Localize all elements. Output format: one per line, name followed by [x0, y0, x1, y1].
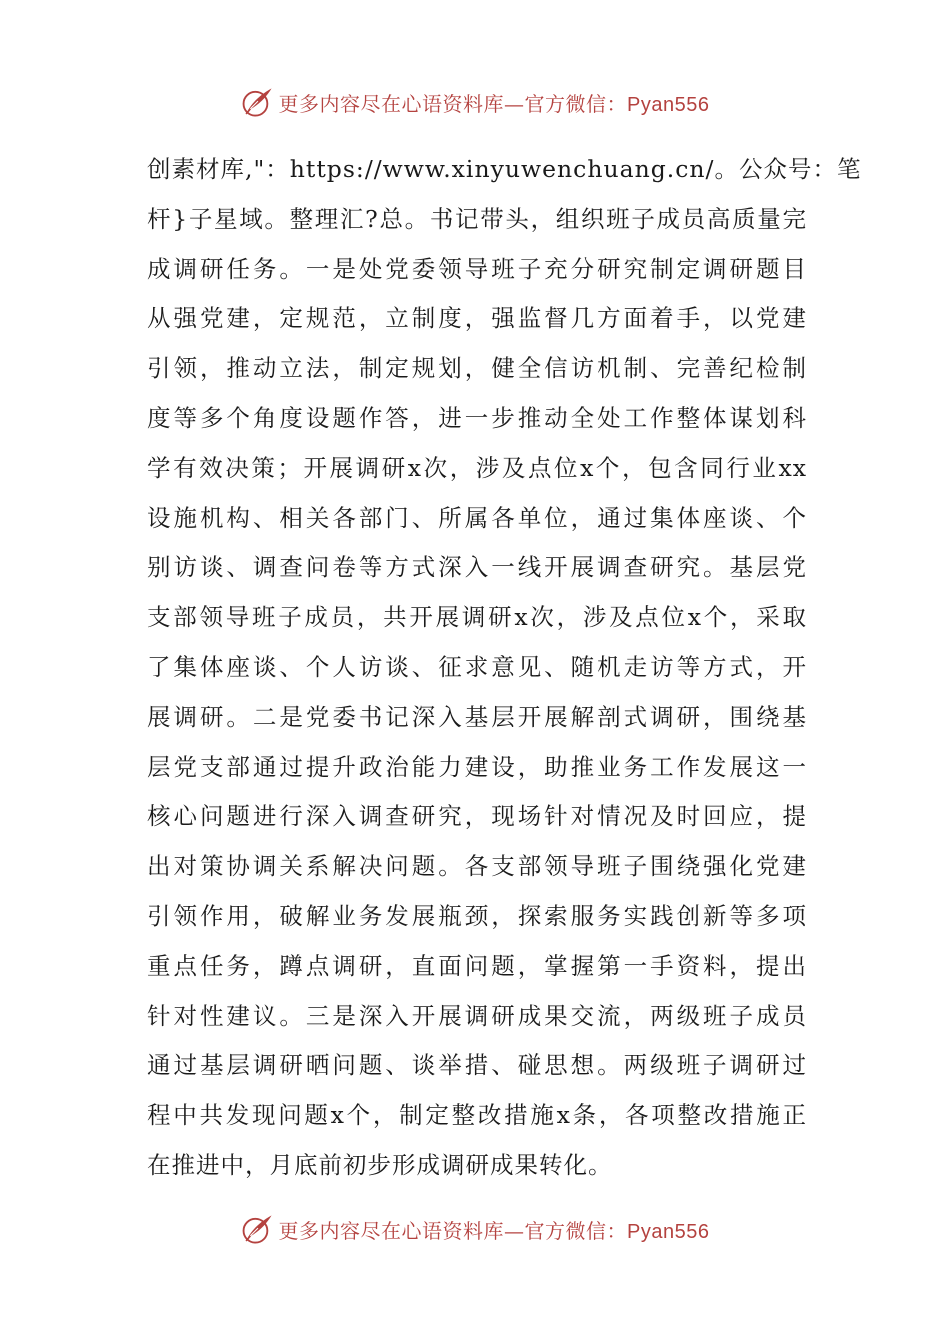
header-wechat-id: Pyan556 — [627, 93, 710, 116]
paragraph-line: 重点任务，蹲点调研，直面问题，掌握第一手资料，提出 — [147, 951, 807, 980]
document-body — [147, 145, 862, 1191]
paragraph-line: 从强党建，定规范，立制度，强监督几方面着手，以党建 — [147, 304, 807, 333]
paragraph-line: 创素材库,"：https://www.xinyuwenchuang.cn/。公众号：笔 — [147, 155, 862, 183]
paragraph-line: 核心问题进行深入调查研究，现场针对情况及时回应，提 — [147, 802, 807, 831]
header-banner — [0, 82, 950, 122]
paragraph-line: 程中共发现问题x个，制定整改措施x条，各项整改措施正 — [147, 1101, 807, 1130]
quill-pen-logo-icon — [241, 1212, 275, 1246]
paragraph-line: 针对性建议。三是深入开展调研成果交流，两级班子成员 — [147, 1001, 807, 1030]
paragraph-line: 层党支部通过提升政治能力建设，助推业务工作发展这一 — [147, 752, 807, 781]
paragraph-line: 学有效决策；开展调研x次，涉及点位x个，包含同行业xx — [147, 453, 807, 482]
paragraph-line: 别访谈、调查问卷等方式深入一线开展调查研究。基层党 — [147, 553, 807, 582]
paragraph-line: 引领，推动立法，制定规划，健全信访机制、完善纪检制 — [147, 354, 807, 383]
paragraph-line: 成调研任务。一是处党委领导班子充分研究制定调研题目 — [147, 254, 807, 283]
footer-banner — [0, 1209, 950, 1249]
paragraph-line: 展调研。二是党委书记深入基层开展解剖式调研，围绕基 — [147, 702, 807, 731]
header-banner-text: 更多内容尽在心语资料库—官方微信：Pyan556 — [278, 91, 710, 116]
paragraph-line: 设施机构、相关各部门、所属各单位，通过集体座谈、个 — [147, 503, 807, 532]
paragraph-line: 在推进中，月底前初步形成调研成果转化。 — [147, 1150, 613, 1179]
footer-wechat-id: Pyan556 — [627, 1220, 710, 1243]
footer-banner-text: 更多内容尽在心语资料库—官方微信：Pyan556 — [278, 1218, 710, 1243]
paragraph-line: 支部领导班子成员，共开展调研x次，涉及点位x个，采取 — [147, 603, 807, 632]
quill-pen-logo-icon — [241, 85, 275, 119]
paragraph-line: 引领作用，破解业务发展瓶颈，探索服务实践创新等多项 — [147, 901, 807, 930]
paragraph-line: 杆}子星域。整理汇?总。书记带头，组织班子成员高质量完 — [147, 204, 807, 233]
paragraph-line: 通过基层调研晒问题、谈举措、碰思想。两级班子调研过 — [147, 1051, 807, 1080]
paragraph-line: 了集体座谈、个人访谈、征求意见、随机走访等方式，开 — [147, 652, 807, 681]
paragraph-line: 度等多个角度设题作答，进一步推动全处工作整体谋划科 — [147, 403, 807, 432]
paragraph-line: 出对策协调关系解决问题。各支部领导班子围绕强化党建 — [147, 852, 807, 881]
